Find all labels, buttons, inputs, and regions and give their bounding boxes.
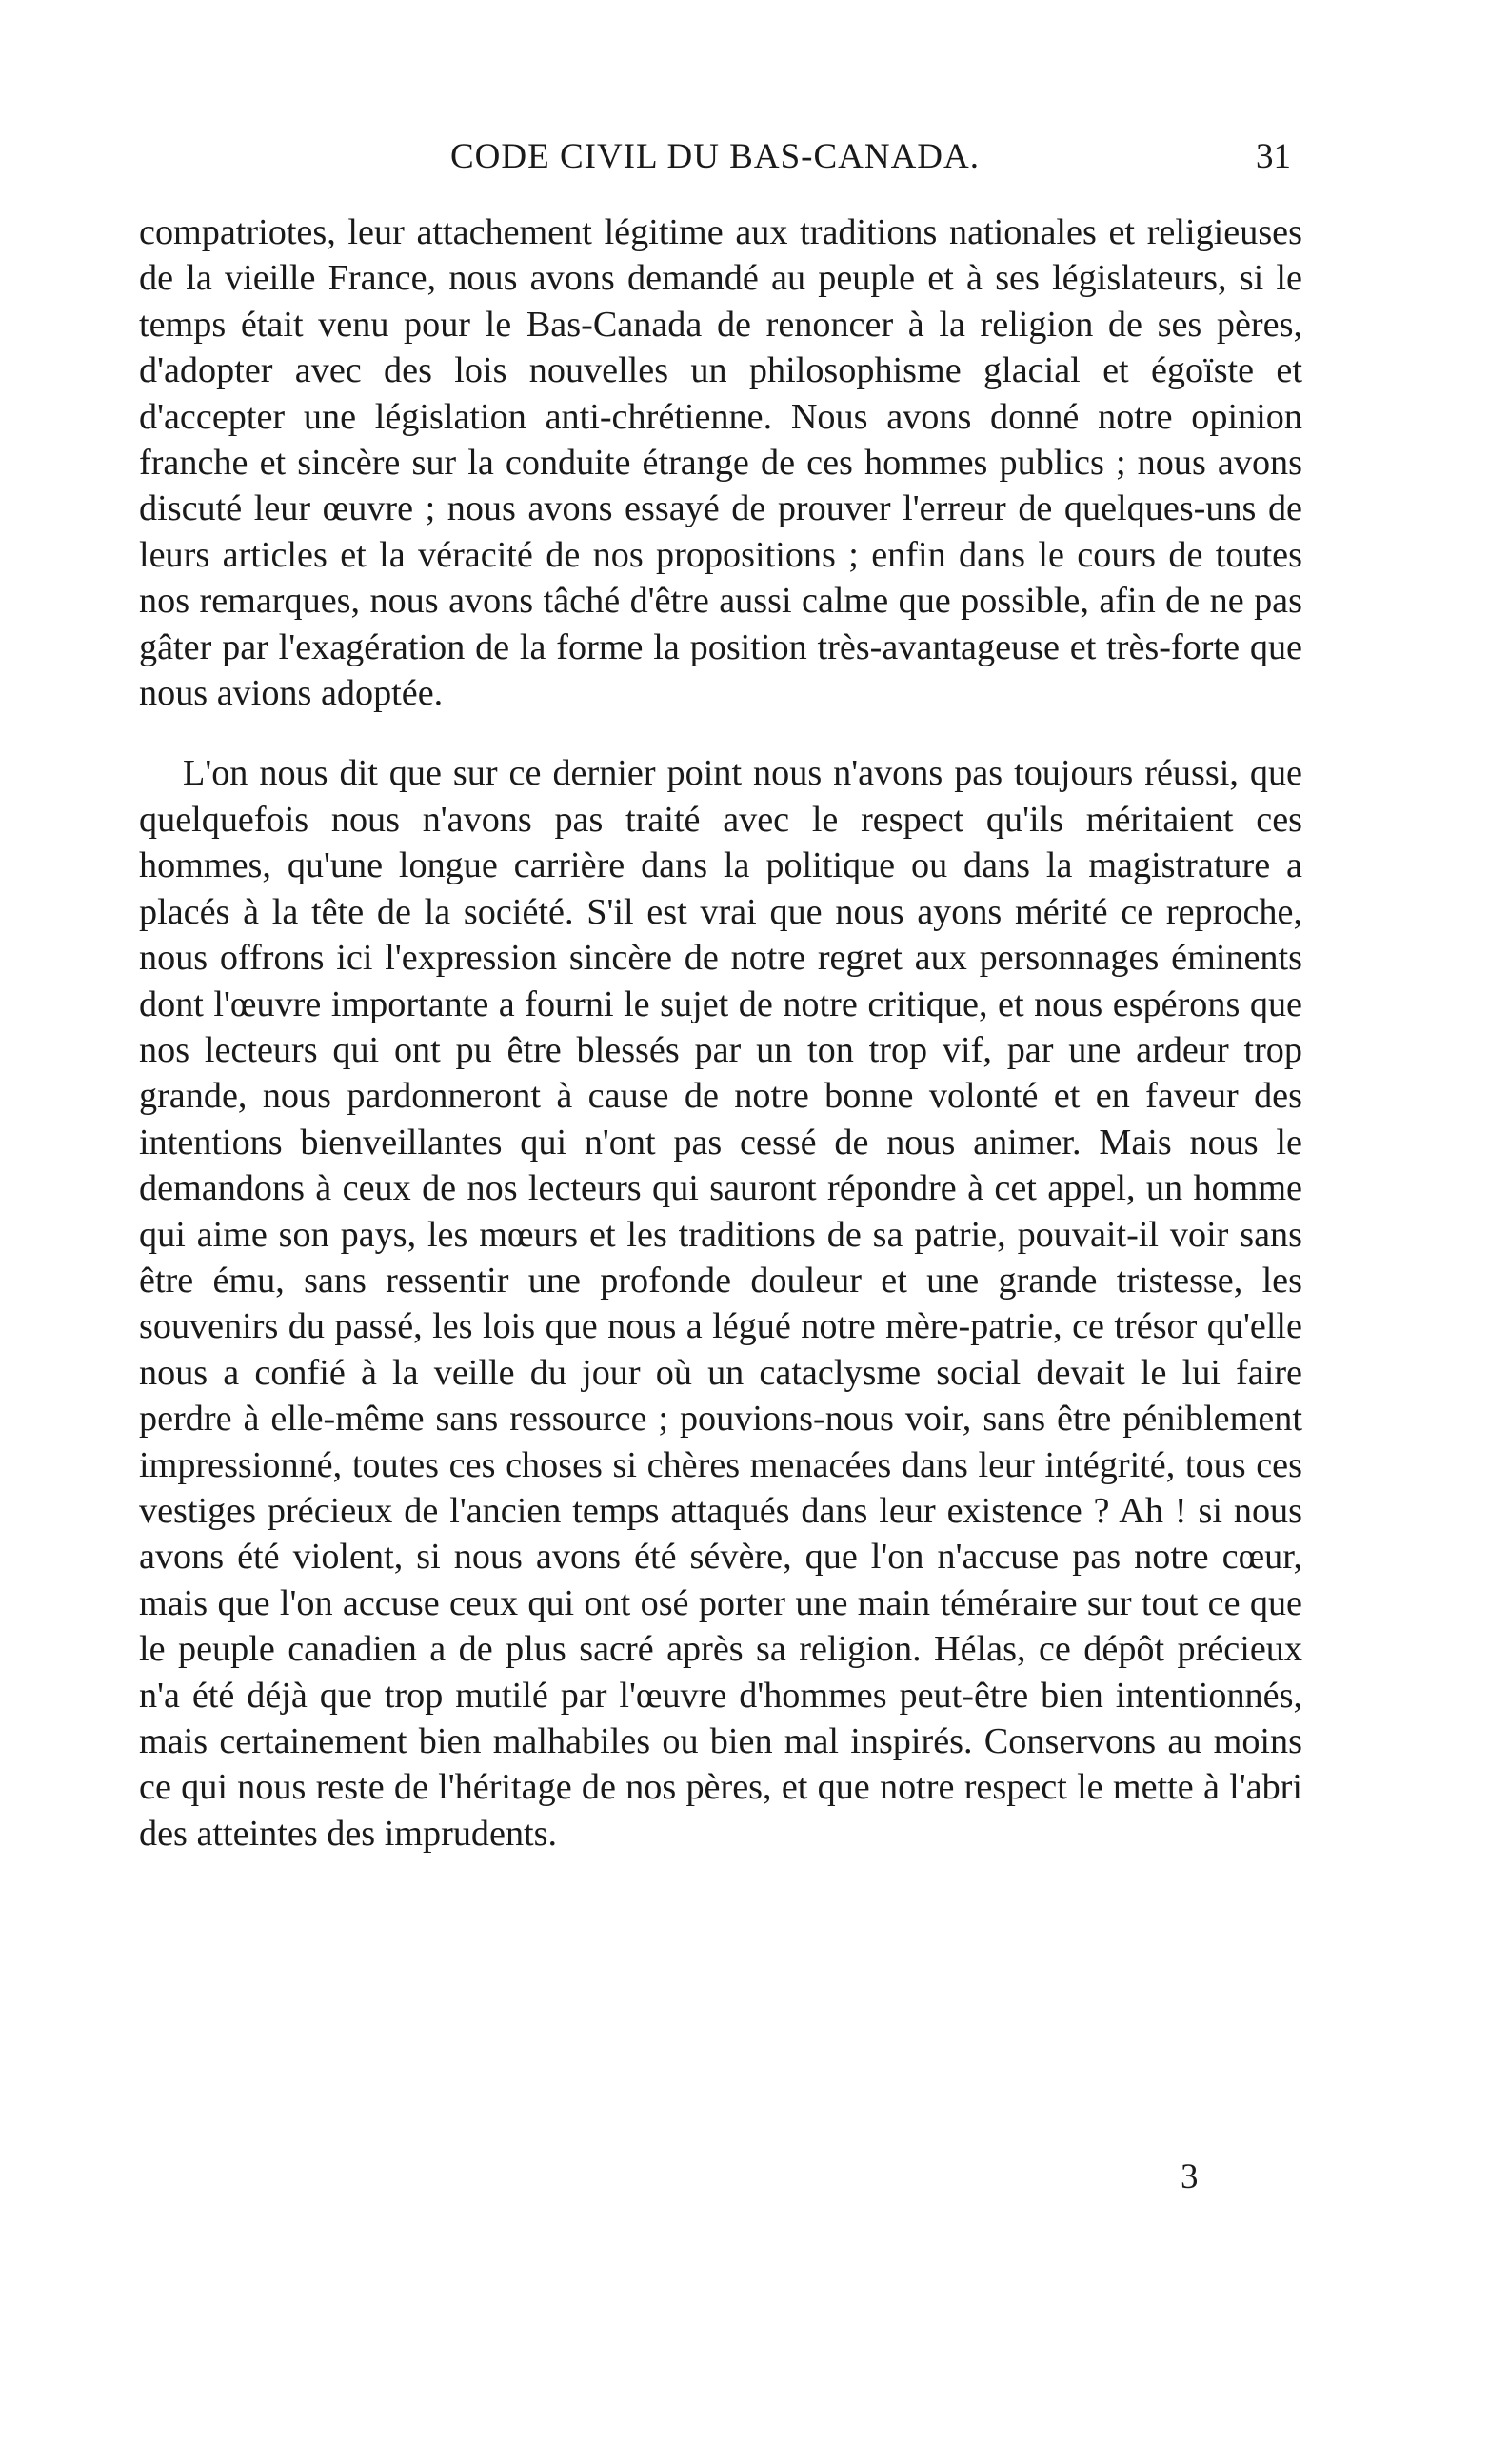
running-head bbox=[139, 133, 1291, 181]
paragraph-2: L'on nous dit que sur ce dernier point nous n'avons pas toujours réussi, que quelquefois nous n'avons pas traité avec le respect qu'ils méritaient ces hommes, qu'une longue carrière dans la politique ou dans la magistrature a placés à la tête de la société. S'il est vrai que nous ayons mérité ce reproche, nous offrons ici l'expression sincère de notre regret aux personnages éminents dont l'œuvre importante a fourni le sujet de notre critique, et nous espérons que nos lecteurs qui ont pu être blessés par un ton trop vif, par une ardeur trop grande, nous pardonneront à cause de notre bonne volonté et en faveur des intentions bienveillantes qui n'ont pas cessé de nous animer. Mais nous le demandons à ceux de nos lecteurs qui sauront répondre à cet appel, un homme qui aime son pays, les mœurs et les traditions de sa patrie, pouvait-il voir sans être ému, sans ressentir une profonde douleur et une grande tristesse, les souvenirs du passé, les lois que nous a légué notre mère-patrie, ce trésor qu'elle nous a confié à la veille du jour où un cataclysme social devait le lui faire perdre à elle-même sans ressource ; pouvions-nous voir, sans être péniblement impressionné, toutes ces choses si chères menacées dans leur intégrité, tous ces vestiges précieux de l'ancien temps attaqués dans leur existence ? Ah ! si nous avons été violent, si nous avons été sévère, que l'on n'accuse pas notre cœur, mais que l'on accuse ceux qui ont osé porter une main téméraire sur tout ce que le peuple canadien a de plus sacré après sa religion. Hélas, ce dépôt précieux n'a été déjà que trop mutilé par l'œuvre d'hommes peut-être bien intentionnés, mais certainement bien malhabiles ou bien mal inspirés. Conservons au moins ce qui nous reste de l'héritage de nos pères, et que notre respect le mette à l'abri des atteintes des imprudents. bbox=[139, 753, 1302, 1854]
body-text bbox=[139, 209, 1302, 1857]
paragraph-1: compatriotes, leur attachement légitime aux traditions nationales et religieuses de la vieille France, nous avons demandé au peuple et à ses législateurs, si le temps était venu pour le Bas-Canada de renoncer à la religion de ses pères, d'adopter avec des lois nouvelles un philosophisme glacial et égoïste et d'accepter une législation anti-chrétienne. Nous avons donné notre opinion franche et sincère sur la conduite étrange de ces hommes publics ; nous avons discuté leur œuvre ; nous avons essayé de prouver l'erreur de quelques-uns de leurs articles et la véracité de nos propositions ; enfin dans le cours de toutes nos remarques, nous avons tâché d'être aussi calme que possible, afin de ne pas gâter par l'exagération de la forme la position très-avantageuse et très-forte que nous avions adoptée. bbox=[139, 212, 1302, 714]
signature-mark: 3 bbox=[1181, 2157, 1199, 2196]
running-title: CODE CIVIL DU BAS-CANADA. bbox=[449, 137, 980, 176]
page-number: 31 bbox=[1256, 137, 1291, 176]
